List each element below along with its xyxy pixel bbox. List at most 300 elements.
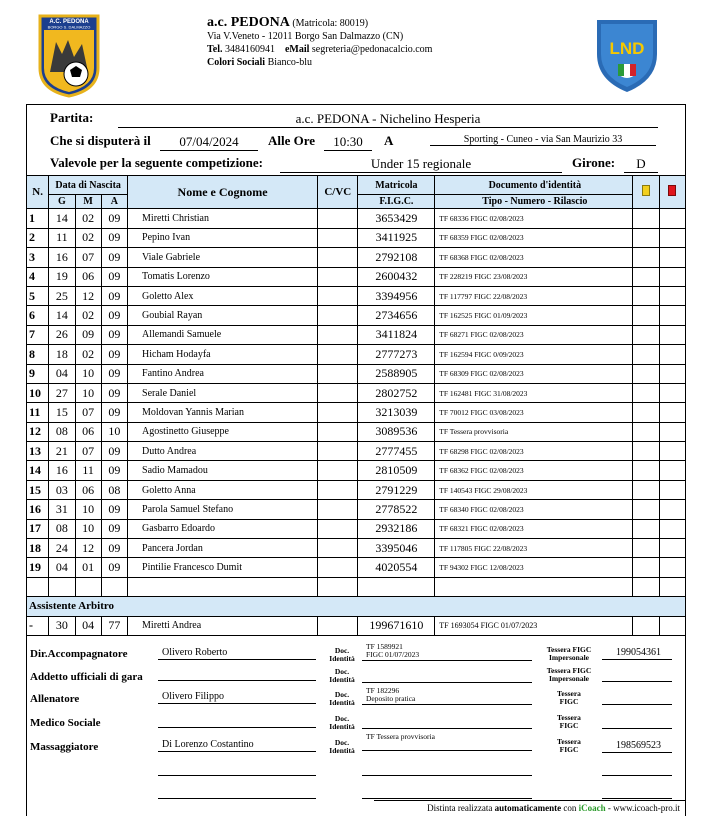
cell-document: TF 68368 FIGC 02/08/2023 [435,248,633,267]
cell-number: 2 [27,228,49,247]
red-card-icon [668,185,676,196]
cell-day: 04 [49,558,75,577]
empty-cell [128,577,318,596]
col-birth: Data di Nascita [49,176,128,195]
date-value: 07/04/2024 [160,134,258,151]
cell-red [659,519,685,538]
cell-yellow [633,267,659,286]
cell-day: 11 [49,228,75,247]
cell-day: 26 [49,325,75,344]
assistant-section-row [27,597,686,616]
col-yellow [633,176,659,209]
cell-matricola: 2777455 [358,442,435,461]
cell-name: Allemandi Samuele [128,325,318,344]
cell-yellow [633,461,659,480]
dir-label: Dir.Accompagnatore [30,648,128,660]
cell-name: Fantino Andrea [128,364,318,383]
cell-document: TF 94302 FIGC 12/08/2023 [435,558,633,577]
table-row [27,539,686,558]
cell-month: 06 [75,267,101,286]
allenatore-tess-label: Tessera FIGC [557,689,581,706]
partita-label: Partita: [50,110,94,125]
table-row [27,500,686,519]
cell-document: TF 228219 FIGC 23/08/2023 [435,267,633,286]
empty-cell [358,577,435,596]
empty-cell [101,577,127,596]
cell-yellow [633,558,659,577]
cell-red [659,500,685,519]
cell-number: 5 [27,286,49,305]
competition-label: Valevole per la seguente competizione: [50,155,264,170]
col-a: A [101,195,127,209]
cell-number: - [27,616,49,635]
cell-document: TF Tessera provvisoria [435,422,633,441]
cell-day: 31 [49,500,75,519]
competition-value: Under 15 regionale [280,156,562,173]
col-doc-2: Tipo - Numero - Rilascio [435,195,633,209]
cell-document: TF 140543 FIGC 29/08/2023 [435,480,633,499]
players-table [26,175,686,636]
club-address: Via V.Veneto - 12011 Borgo San Dalmazzo (CN) [207,31,404,42]
col-cvc: C/VC [318,176,358,209]
cell-red [659,364,685,383]
cell-matricola: 3411925 [358,228,435,247]
cell-matricola: 4020554 [358,558,435,577]
cell-red [659,325,685,344]
empty-cell [318,577,358,596]
cell-name: Goletto Anna [128,480,318,499]
cell-yellow [633,383,659,402]
col-red [659,176,685,209]
cell-day: 03 [49,480,75,499]
cell-yellow [633,519,659,538]
cell-red [659,442,685,461]
cell-matricola: 2802752 [358,383,435,402]
blank-line [362,798,532,799]
cell-number: 6 [27,306,49,325]
cell-day: 16 [49,248,75,267]
cell-year: 09 [101,558,127,577]
cell-year: 09 [101,364,127,383]
cell-matricola: 3213039 [358,403,435,422]
cell-cvc [318,519,358,538]
cell-year: 09 [101,500,127,519]
cell-year: 10 [101,422,127,441]
club-colors: Bianco-blu [267,57,312,68]
cell-yellow [633,228,659,247]
cell-document: TF 162525 FIGC 01/09/2023 [435,306,633,325]
empty-cell [49,577,75,596]
cell-year: 09 [101,267,127,286]
cell-matricola: 2932186 [358,519,435,538]
cell-name: Moldovan Yannis Marian [128,403,318,422]
col-n: N. [27,176,49,209]
club-matricola: (Matricola: 80019) [292,18,369,29]
cell-day: 16 [49,461,75,480]
cell-document: TF 68362 FIGC 02/08/2023 [435,461,633,480]
table-row [27,519,686,538]
cell-red [659,480,685,499]
cell-number: 11 [27,403,49,422]
cell-day: 04 [49,364,75,383]
cell-matricola: 3653429 [358,209,435,228]
cell-document: TF 68336 FIGC 02/08/2023 [435,209,633,228]
table-row [27,480,686,499]
cell-month: 10 [75,500,101,519]
cell-year: 09 [101,209,127,228]
massaggiatore-tess-label: Tessera FIGC [557,737,581,754]
cell-document: TF 117805 FIGC 22/08/2023 [435,539,633,558]
cell-number: 10 [27,383,49,402]
place-label: A [384,133,394,148]
cell-name: Goletto Alex [128,286,318,305]
cell-day: 25 [49,286,75,305]
cell-month: 02 [75,209,101,228]
cell-month: 10 [75,383,101,402]
massaggiatore-label: Massaggiatore [30,741,99,753]
cell-number: 12 [27,422,49,441]
cell-month: 11 [75,461,101,480]
table-row [27,228,686,247]
cell-yellow [633,616,659,635]
cell-month: 02 [75,306,101,325]
cell-name: Miretti Andrea [128,616,318,635]
blank-line [158,798,316,799]
date-label: Che si disputerà il [50,133,151,148]
empty-cell [633,577,659,596]
lnd-logo [594,14,660,94]
cell-cvc [318,325,358,344]
allenatore-doc-label: Doc. Identità [329,690,355,707]
club-info [207,16,432,69]
cell-red [659,558,685,577]
cell-matricola: 3395046 [358,539,435,558]
massaggiatore-doc-label: Doc. Identità [329,738,355,755]
colors-label: Colori Sociali [207,57,266,68]
cell-number: 8 [27,345,49,364]
cell-cvc [318,345,358,364]
cell-number: 3 [27,248,49,267]
cell-yellow [633,345,659,364]
cell-month: 10 [75,364,101,383]
cell-matricola: 2778522 [358,500,435,519]
col-doc-1: Documento d'identità [435,176,633,195]
cell-matricola: 2810509 [358,461,435,480]
cell-cvc [318,480,358,499]
cell-year: 09 [101,286,127,305]
cell-cvc [318,267,358,286]
logo-text-2: BORGO S. DALMAZZO [47,24,91,30]
cell-month: 09 [75,325,101,344]
cell-yellow [633,500,659,519]
empty-cell [659,577,685,596]
cell-document: TF 68309 FIGC 02/08/2023 [435,364,633,383]
time-label: Alle Ore [268,133,316,148]
cell-name: Agostinetto Giuseppe [128,422,318,441]
blank-line [602,775,672,776]
header [0,0,701,100]
tel-label: Tel. [207,44,223,55]
assistant-section-label: Assistente Arbitro [27,597,686,616]
cell-number: 4 [27,267,49,286]
cell-number: 19 [27,558,49,577]
cell-number: 7 [27,325,49,344]
table-row [27,248,686,267]
cell-red [659,267,685,286]
cell-document: TF 162481 FIGC 31/08/2023 [435,383,633,402]
logo-text-1: A.C. PEDONA [49,19,89,25]
cell-day: 08 [49,422,75,441]
cell-red [659,228,685,247]
cell-number: 18 [27,539,49,558]
girone-label: Girone: [572,155,616,170]
cell-matricola: 3394956 [358,286,435,305]
cell-red [659,422,685,441]
cell-red [659,539,685,558]
cell-day: 08 [49,519,75,538]
cell-year: 09 [101,442,127,461]
yellow-card-icon [642,185,650,196]
cell-year: 09 [101,539,127,558]
cell-cvc [318,442,358,461]
dir-doc-value: TF 1589921 FIGC 01/07/2023 [362,643,532,661]
cell-name: Pepino Ivan [128,228,318,247]
allenatore-label: Allenatore [30,693,80,705]
table-row [27,461,686,480]
cell-cvc [318,364,358,383]
massaggiatore-doc-value: TF Tessera provvisoria [362,733,532,751]
blank-line [602,798,672,799]
table-row [27,345,686,364]
time-value: 10:30 [324,134,372,151]
club-tel: 3484160941 [224,44,275,55]
cell-matricola: 2791229 [358,480,435,499]
footer-brand: iCoach [578,803,606,813]
cell-number: 14 [27,461,49,480]
cell-number: 15 [27,480,49,499]
cell-red [659,248,685,267]
cell-cvc [318,209,358,228]
table-row [27,267,686,286]
cell-cvc [318,248,358,267]
addetto-tess-value [602,669,672,682]
cell-year: 09 [101,345,127,364]
footer [374,800,686,816]
cell-month: 07 [75,248,101,267]
addetto-value [158,668,316,681]
medico-value [158,715,316,728]
table-row [27,383,686,402]
staff-section [26,643,686,816]
lnd-text: LND [609,39,645,58]
cell-document: TF 68340 FIGC 02/08/2023 [435,500,633,519]
col-name: Nome e Cognome [128,176,318,209]
cell-year: 08 [101,480,127,499]
cell-red [659,209,685,228]
empty-cell [75,577,101,596]
cell-cvc [318,558,358,577]
cell-year: 09 [101,403,127,422]
cell-month: 04 [75,616,101,635]
cell-document: TF 68321 FIGC 02/08/2023 [435,519,633,538]
medico-tess-label: Tessera FIGC [557,713,581,730]
col-g: G [49,195,75,209]
table-row [27,306,686,325]
table-row [27,286,686,305]
cell-document: TF 1693054 FIGC 01/07/2023 [435,616,633,635]
cell-number: 17 [27,519,49,538]
footer-auto: automaticamente [494,803,562,813]
cell-number: 9 [27,364,49,383]
cell-yellow [633,248,659,267]
massaggiatore-value: Di Lorenzo Costantino [158,739,316,752]
cell-name: Miretti Christian [128,209,318,228]
footer-with: con [563,803,577,813]
cell-day: 14 [49,306,75,325]
cell-cvc [318,500,358,519]
blank-line [158,775,316,776]
cell-yellow [633,364,659,383]
cell-year: 09 [101,325,127,344]
cell-cvc [318,383,358,402]
allenatore-tess-value [602,692,672,705]
footer-suffix: - www.icoach-pro.it [607,803,680,813]
cell-month: 07 [75,403,101,422]
cell-year: 09 [101,248,127,267]
cell-year: 09 [101,228,127,247]
cell-day: 21 [49,442,75,461]
cell-yellow [633,306,659,325]
cell-document: TF 117797 FIGC 22/08/2023 [435,286,633,305]
cell-document: TF 68271 FIGC 02/08/2023 [435,325,633,344]
cell-name: Gasbarro Edoardo [128,519,318,538]
cell-name: Pintilie Francesco Dumit [128,558,318,577]
blank-line [362,775,532,776]
cell-name: Dutto Andrea [128,442,318,461]
cell-day: 27 [49,383,75,402]
cell-day: 30 [49,616,75,635]
table-row [27,209,686,228]
cell-name: Parola Samuel Stefano [128,500,318,519]
cell-document: TF 162594 FIGC 0/09/2023 [435,345,633,364]
dir-doc-label: Doc. Identità [329,646,355,663]
cell-month: 06 [75,480,101,499]
cell-red [659,306,685,325]
cell-day: 19 [49,267,75,286]
cell-yellow [633,209,659,228]
cell-yellow [633,422,659,441]
cell-red [659,286,685,305]
medico-label: Medico Sociale [30,717,101,729]
cell-cvc [318,422,358,441]
table-row [27,403,686,422]
cell-red [659,616,685,635]
medico-doc-label: Doc. Identità [329,714,355,731]
cell-month: 06 [75,422,101,441]
cell-cvc [318,306,358,325]
cell-number: 1 [27,209,49,228]
empty-cell [27,577,49,596]
cell-name: Pancera Jordan [128,539,318,558]
cell-month: 10 [75,519,101,538]
cell-day: 14 [49,209,75,228]
cell-red [659,345,685,364]
cell-number: 13 [27,442,49,461]
allenatore-value: Olivero Filippo [158,691,316,704]
allenatore-doc-value: TF 182296 Deposito pratica [362,687,532,705]
col-m: M [75,195,101,209]
girone-value: D [624,156,658,173]
cell-day: 15 [49,403,75,422]
cell-cvc [318,616,358,635]
cell-month: 02 [75,345,101,364]
cell-name: Sadio Mamadou [128,461,318,480]
cell-matricola: 2600432 [358,267,435,286]
table-row [27,325,686,344]
cell-red [659,383,685,402]
cell-name: Tomatis Lorenzo [128,267,318,286]
cell-number: 16 [27,500,49,519]
club-logo [36,12,102,98]
cell-cvc [318,403,358,422]
cell-name: Hicham Hodayfa [128,345,318,364]
cell-name: Goubial Rayan [128,306,318,325]
footer-prefix: Distinta realizzata [427,803,493,813]
club-name: a.c. PEDONA [207,15,290,30]
cell-year: 09 [101,519,127,538]
cell-day: 24 [49,539,75,558]
cell-matricola: 2792108 [358,248,435,267]
cell-yellow [633,480,659,499]
club-email: segreteria@pedonacalcio.com [311,44,433,55]
massaggiatore-tess-value: 198569523 [602,740,672,753]
cell-matricola: 2777273 [358,345,435,364]
addetto-label: Addetto ufficiali di gara [30,671,143,683]
cell-day: 18 [49,345,75,364]
empty-cell [435,577,633,596]
cell-name: Serale Daniel [128,383,318,402]
assistant-row [27,616,686,635]
addetto-tess-label: Tessera FIGC Impersonale [546,666,592,683]
dir-value: Olivero Roberto [158,647,316,660]
cell-document: TF 70012 FIGC 03/08/2023 [435,403,633,422]
cell-year: 09 [101,461,127,480]
cell-matricola: 3089536 [358,422,435,441]
place-value: Sporting - Cuneo - via San Maurizio 33 [430,134,656,146]
cell-month: 02 [75,228,101,247]
table-row [27,558,686,577]
cell-month: 12 [75,539,101,558]
cell-yellow [633,286,659,305]
cell-yellow [633,325,659,344]
cell-yellow [633,403,659,422]
addetto-doc-value [362,665,532,683]
cell-matricola: 2734656 [358,306,435,325]
cell-cvc [318,286,358,305]
cell-year: 77 [101,616,127,635]
cell-matricola: 199671610 [358,616,435,635]
col-mat-2: F.I.G.C. [358,195,435,209]
medico-doc-value [362,711,532,729]
cell-month: 07 [75,442,101,461]
col-mat-1: Matricola [358,176,435,195]
cell-cvc [318,461,358,480]
cell-year: 09 [101,383,127,402]
cell-yellow [633,539,659,558]
cell-document: TF 68359 FIGC 02/08/2023 [435,228,633,247]
addetto-doc-label: Doc. Identità [329,667,355,684]
cell-document: TF 68298 FIGC 02/08/2023 [435,442,633,461]
